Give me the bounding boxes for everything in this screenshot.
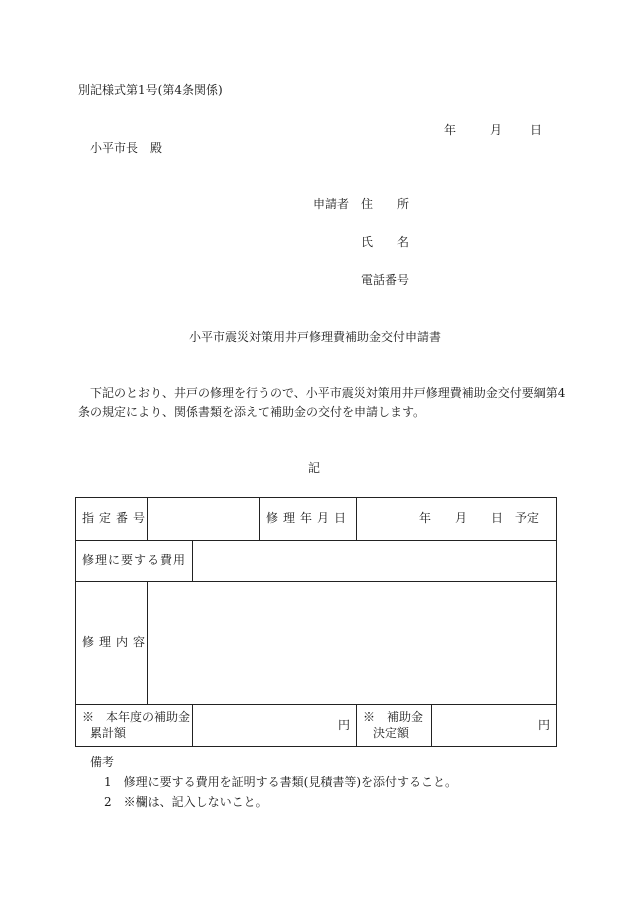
date-year-label: 年: [444, 123, 457, 137]
table-row: [76, 498, 557, 541]
repair-cost-label: 修理に要する費用: [76, 541, 193, 582]
date-day-label: 日: [530, 123, 543, 137]
cumulative-amount-field[interactable]: 円: [193, 705, 357, 747]
designation-no-field[interactable]: [148, 498, 260, 541]
body-line-1: 下記のとおり、井戸の修理を行うので、小平市震災対策用井戸修理費補助金交付要綱第4: [78, 386, 566, 400]
table-row: [76, 541, 557, 582]
repair-cost-field[interactable]: [193, 541, 557, 582]
form-number: 別記様式第1号(第4条関係): [78, 83, 223, 97]
cumulative-amount-line-1: ※ 本年度の補助金: [82, 709, 191, 724]
note-item-1: 1 修理に要する費用を証明する書類(見積書等)を添付すること。: [104, 775, 458, 789]
note-item-2: 2 ※欄は、記入しないこと。: [104, 795, 268, 809]
date-line: [444, 124, 542, 136]
repair-content-field[interactable]: [148, 582, 557, 705]
body-line-2: 条の規定により、関係書類を添えて補助金の交付を申請します。: [78, 405, 426, 419]
address-label: 住 所: [361, 197, 410, 211]
addressee: 小平市長 殿: [90, 141, 163, 155]
decision-amount-field[interactable]: 円: [432, 705, 557, 747]
repair-content-label: 修理内容: [76, 582, 148, 705]
cumulative-amount-line-2: 累計額: [90, 725, 127, 740]
date-month-label: 月: [490, 123, 503, 137]
decision-amount-line-1: ※ 補助金: [363, 709, 424, 724]
cumulative-amount-label: [76, 705, 193, 747]
repair-date-field[interactable]: 年 月 日 予定: [357, 498, 557, 541]
phone-label: 電話番号: [361, 273, 410, 287]
designation-no-label: 指定番号: [76, 498, 148, 541]
decision-amount-label: [357, 705, 432, 747]
table-row: [76, 582, 557, 705]
application-table: [75, 497, 557, 747]
ki-heading: 記: [308, 461, 321, 475]
name-label: 氏 名: [361, 235, 410, 249]
applicant-label: 申請者: [313, 197, 350, 211]
document-title: 小平市震災対策用井戸修理費補助金交付申請書: [189, 330, 442, 344]
repair-date-label: 修理年月日: [260, 498, 357, 541]
table-row: [76, 705, 557, 747]
notes-heading: 備考: [90, 755, 115, 769]
decision-amount-line-2: 決定額: [373, 725, 410, 740]
